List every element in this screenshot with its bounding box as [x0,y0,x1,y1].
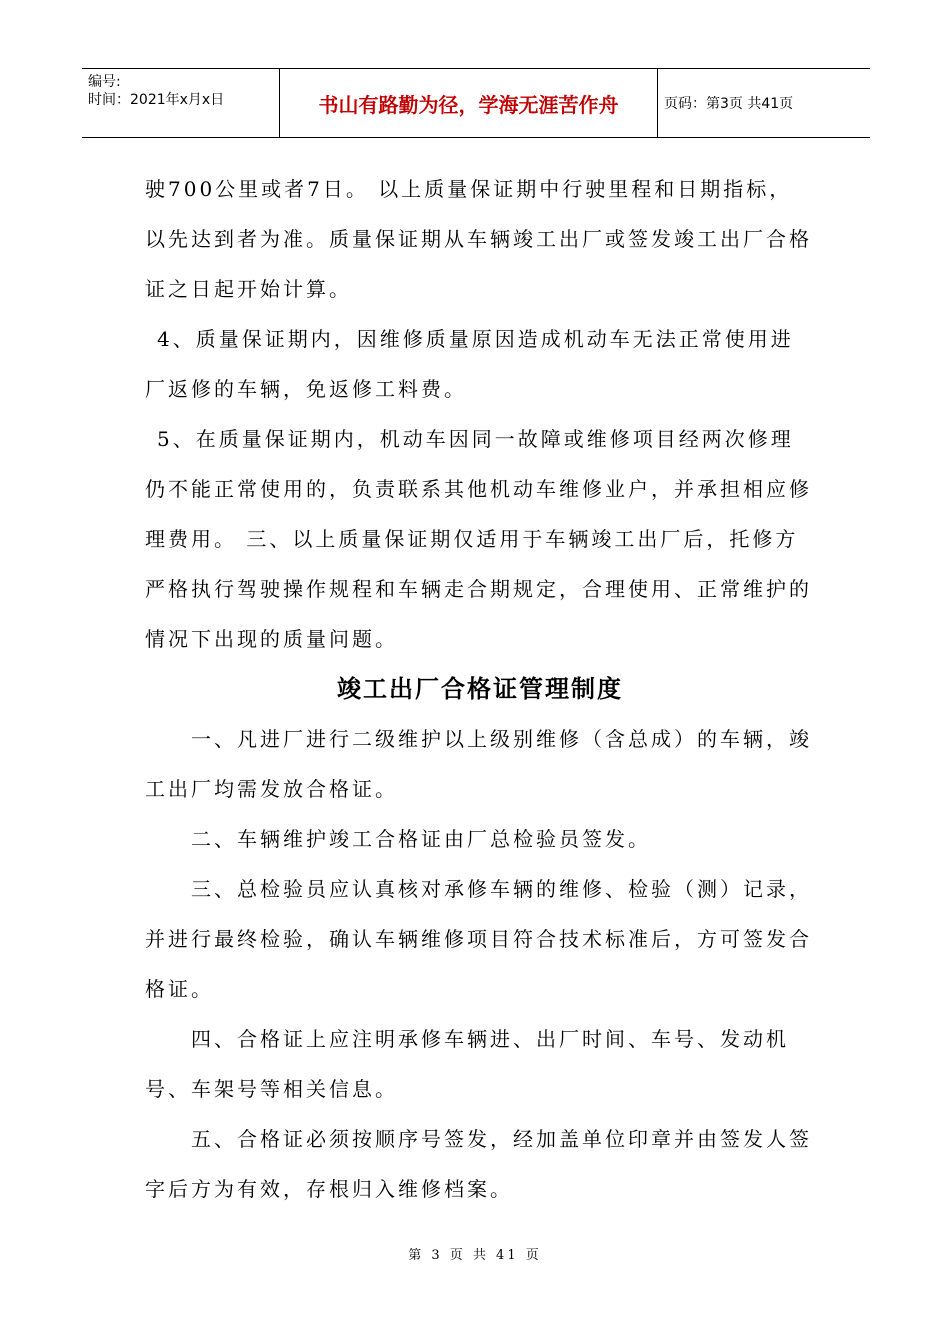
paragraph: 驶700公里或者7日。 以上质量保证期中行驶里程和日期指标，以先达到者为准。质量保证期从车辆竣工出厂或签发竣工出厂合格证之日起开始计算。 [145,177,812,301]
paragraph: 4、质量保证期内，因维修质量原因造成机动车无法正常使用进厂返修的车辆，免返修工料费。 [145,327,794,401]
paragraph: 5、在质量保证期内，机动车因同一故障或维修项目经两次修理仍不能正常使用的，负责联系其他机动车维修业户，并承担相应修理费用。 三、以上质量保证期仅适用于车辆竣工出厂后，托修方严格执行驾驶操作规程和车辆走合期规定，合理使用、正常维护的情况下出现的质量问题。 [145,427,812,651]
rule-paragraph: 五、合格证必须按顺序号签发，经加盖单位印章并由签发人签字后方为有效，存根归入维修档案。 [145,1127,812,1201]
section-title: 竣工出厂合格证管理制度 [337,675,623,703]
header-meta [82,69,280,137]
rule-paragraph: 二、车辆维护竣工合格证由厂总检验员签发。 [191,827,651,851]
rule-paragraph: 四、合格证上应注明承修车辆进、出厂时间、车号、发动机号、车架号等相关信息。 [145,1027,789,1101]
document-body [145,164,815,1214]
rule-paragraph: 一、凡进厂进行二级维护以上级别维修（含总成）的车辆，竣工出厂均需发放合格证。 [145,727,812,801]
header-motto: 书山有路勤为径，学海无涯苦作舟 [280,69,658,137]
document-date: 时间：2021年x月x日 [88,92,225,108]
document-code-label: 编号: [88,74,121,90]
page-footer: 第 3 页 共 41 页 [408,1248,542,1263]
rule-paragraph: 三、总检验员应认真核对承修车辆的维修、检验（测）记录，并进行最终检验，确认车辆维修项目符合技术标准后，方可签发合格证。 [145,877,812,1001]
header-page-info: 页码：第3页 共41页 [664,96,794,112]
page-header [82,68,870,138]
